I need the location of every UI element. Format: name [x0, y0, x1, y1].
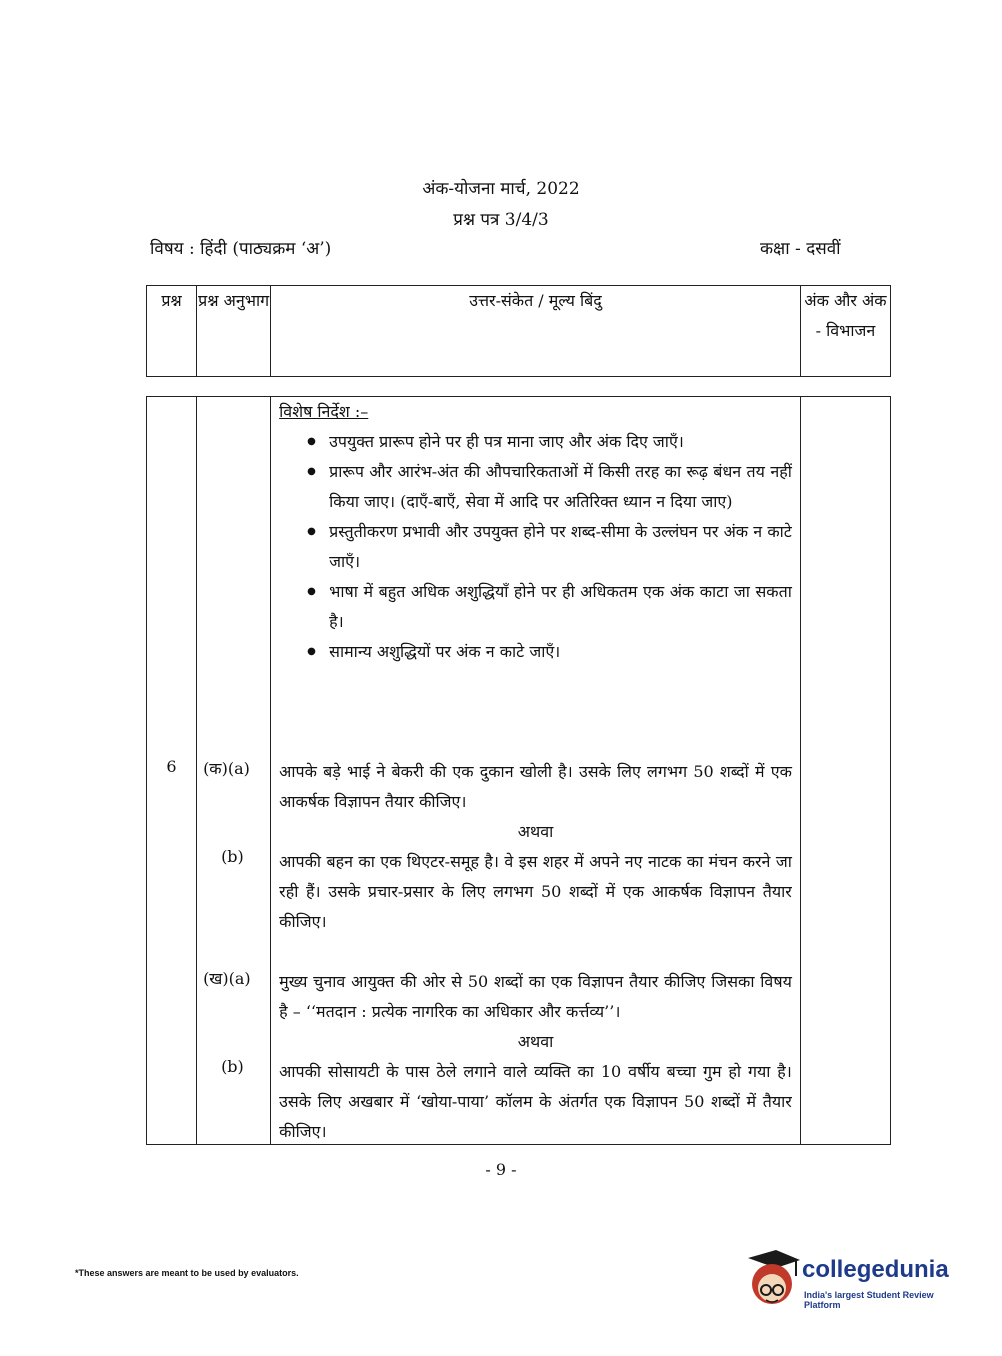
mascot-icon: [742, 1248, 802, 1312]
or-divider: अथवा: [517, 1032, 554, 1051]
header-question: प्रश्न: [147, 286, 197, 377]
instructions-heading: विशेष निर्देश :–: [279, 402, 369, 421]
header-section: प्रश्न अनुभाग: [197, 286, 271, 377]
marks-cell: [800, 397, 890, 1145]
collegedunia-logo: [742, 1248, 972, 1318]
question-text-kha-b: आपकी सोसायटी के पास ठेले लगाने वाले व्यक्ति का 10 वर्षीय बच्चा गुम हो गया है। उसके लिए अखबार में ‘खोया-पाया’ कॉलम के अंतर्गत एक विज्ञापन 50 शब्दों में तैयार कीजिए।: [279, 1062, 792, 1141]
answer-cell: [271, 397, 801, 1145]
header-marks: अंक और अंक - विभाजन: [800, 286, 890, 377]
instruction-item: ● सामान्य अशुद्धियों पर अंक न काटे जाएँ।: [307, 637, 792, 667]
table-header: [146, 285, 891, 377]
evaluator-note: *These answers are meant to be used by evaluators.: [75, 1268, 299, 1278]
part-label-kha-b: (b): [221, 1057, 244, 1076]
marking-table: [146, 396, 891, 1145]
subject-label: विषय : हिंदी (पाठ्यक्रम ‘अ’): [150, 239, 332, 259]
instruction-item: ● उपयुक्त प्रारूप होने पर ही पत्र माना जाए और अंक दिए जाएँ।: [307, 427, 792, 457]
question-text-ka-a: आपके बड़े भाई ने बेकरी की एक दुकान खोली है। उसके लिए लगभग 50 शब्दों में एक आकर्षक विज्ञापन तैयार कीजिए।: [279, 762, 792, 811]
or-divider: अथवा: [517, 822, 554, 841]
question-text-kha-a: मुख्य चुनाव आयुक्त की ओर से 50 शब्दों का एक विज्ञापन तैयार कीजिए जिसका विषय है – ‘‘मतदान : प्रत्येक नागरिक का अधिकार और कर्त्तव्य’’।: [279, 972, 792, 1021]
instruction-item: ● प्रस्तुतीकरण प्रभावी और उपयुक्त होने पर शब्द-सीमा के उल्लंघन पर अंक न काटे जाएँ।: [307, 517, 792, 577]
question-number: 6: [166, 757, 177, 776]
question-text-ka-b: आपकी बहन का एक थिएटर-समूह है। वे इस शहर में अपने नए नाटक का मंचन करने जा रही हैं। उसके प्रचार-प्रसार के लिए लगभग 50 शब्दों में एक आकर्षक विज्ञापन तैयार कीजिए।: [279, 852, 792, 931]
header-answer-points: उत्तर-संकेत / मूल्य बिंदु: [271, 286, 801, 377]
document-title: अंक-योजना मार्च, 2022: [422, 179, 580, 199]
instruction-item: ● प्रारूप और आरंभ-अंत की औपचारिकताओं में किसी तरह का रूढ़ बंधन तय नहीं किया जाए। (दाएँ-बाएँ, सेवा में आदि पर अतिरिक्त ध्यान न दिया जाए): [307, 457, 792, 517]
logo-tagline: India's largest Student Review Platform: [804, 1290, 934, 1310]
section-cell: [197, 397, 271, 1145]
part-label-kha-a: (ख)(a): [203, 969, 251, 988]
part-label-ka-a: (क)(a): [203, 759, 250, 778]
instructions-list: [279, 427, 792, 667]
class-label: कक्षा - दसवीं: [760, 239, 841, 259]
paper-code: प्रश्न पत्र 3/4/3: [453, 210, 549, 230]
page-number: - 9 -: [485, 1160, 517, 1179]
question-number-cell: [147, 397, 197, 1145]
part-label-ka-b: (b): [221, 847, 244, 866]
logo-wordmark: collegedunia: [802, 1256, 949, 1283]
instruction-item: ● भाषा में बहुत अधिक अशुद्धियाँ होने पर ही अधिकतम एक अंक काटा जा सकता है।: [307, 577, 792, 637]
